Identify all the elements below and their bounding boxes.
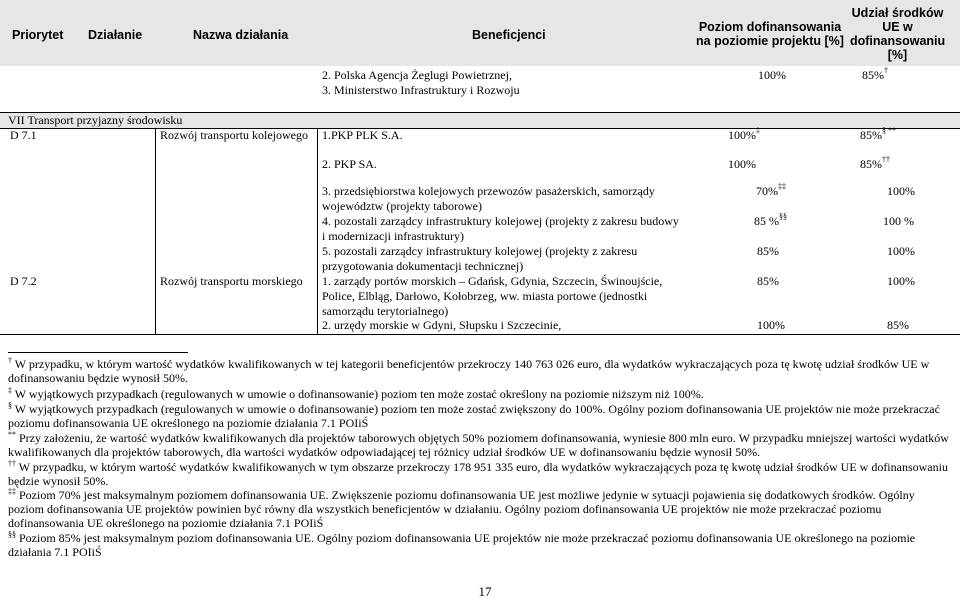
header-beneficjenci: Beneficjenci <box>472 28 546 42</box>
header-udzial: Udział środków UE w dofinansowaniu [%] <box>850 6 946 62</box>
page-number: 17 <box>478 584 492 599</box>
row-udzial: 100% <box>887 274 915 288</box>
row-beneficjent: 2. urzędy morskie w Gdyni, Słupsku i Szczecinie, <box>322 318 562 332</box>
row-udzial: 100% <box>887 244 915 258</box>
row-beneficjent: 1.PKP PLK S.A. <box>322 128 403 142</box>
row-poziom: 70%‡‡ <box>756 182 786 198</box>
divider <box>0 334 960 335</box>
row-poziom: 85% <box>757 274 779 288</box>
divider <box>0 128 960 129</box>
row-beneficjent: 5. pozostali zarządcy infrastruktury kolejowej (projekty z zakresu przygotowania dokumentacji technicznej) <box>322 244 638 273</box>
row-poziom: 100% <box>757 318 785 332</box>
row-udzial: 100% <box>887 184 915 198</box>
row-udzial: 85%§ ** <box>860 126 896 142</box>
footnote: ‡ W wyjątkowych przypadkach (regulowanych w umowie o dofinansowanie) poziom ten może zostać określony na poziomie niższym niż 100%. <box>8 386 704 401</box>
footnote: †† W przypadku, w którym wartość wydatków kwalifikowanych w tym obszarze przekroczy 178 951 335 euro, dla wydatków wykraczających poza tę kwotę udział środków UE w dofinansowaniu będzie wynosił 50%. <box>8 459 948 488</box>
row-dzialanie: D 7.1 <box>10 128 37 142</box>
row-beneficjent: 1. zarządy portów morskich – Gdańsk, Gdynia, Szczecin, Świnoujście, Police, Elbląg, Darłowo, Kołobrzeg, ww. miasta portowe (jednostki samorządu terytorialnego) <box>322 274 663 318</box>
top-ben-line2: 3. Ministerstwo Infrastruktury i Rozwoju <box>322 83 520 97</box>
row-nazwa: Rozwój transportu morskiego <box>160 274 303 288</box>
header-nazwa: Nazwa działania <box>193 28 289 42</box>
table-header <box>0 0 960 66</box>
section-title: VII Transport przyjazny środowisku <box>8 113 183 127</box>
footnote-separator <box>8 352 188 353</box>
top-poziom: 100% <box>758 68 786 82</box>
row-udzial: 85% <box>887 318 909 332</box>
row-beneficjent: 2. PKP SA. <box>322 157 377 171</box>
row-beneficjent: 3. przedsiębiorstwa kolejowych przewozów pasażerskich, samorządy województw (projekty taborowe) <box>322 184 655 213</box>
footnote: §§ Poziom 85% jest maksymalnym poziom dofinansowania UE. Ogólny poziom dofinansowania UE projektów nie może przekraczać poziomu dofinansowania UE określonego na poziomie działania 7.1 POIiŚ <box>8 530 916 559</box>
row-poziom: 85 %§§ <box>754 212 787 228</box>
row-udzial: 100 % <box>883 214 914 228</box>
row-udzial: 85%†† <box>860 155 890 171</box>
top-ben-line1: 2. Polska Agencja Żeglugi Powietrznej, <box>322 68 512 82</box>
row-dzialanie: D 7.2 <box>10 274 37 288</box>
top-udzial: 85%† <box>862 66 888 82</box>
section-header <box>0 112 960 128</box>
divider <box>0 112 960 113</box>
header-poziom: Poziom dofinansowania na poziomie projektu [%] <box>696 20 844 48</box>
row-beneficjent: 4. pozostali zarządcy infrastruktury kolejowej (projekty z zakresu budowy i modernizacji infrastruktury) <box>322 214 679 243</box>
divider <box>155 128 156 334</box>
row-poziom: 100%‡ <box>728 126 760 142</box>
divider <box>317 128 318 334</box>
row-nazwa: Rozwój transportu kolejowego <box>160 128 308 142</box>
header-dzialanie: Działanie <box>88 28 143 42</box>
footnote: ‡‡ Poziom 70% jest maksymalnym poziomem dofinansowania UE. Zwiększenie poziomu dofinansowania UE jest możliwe jedynie w sytuacji pojawienia się dodatkowych środków. Ogólny poziom dofinansowania UE projektów powinien być równy dla wszystkich beneficjentów w działaniu. Ogólny poziom dofinansowania UE projektów nie może przekraczać poziomu dofinansowania UE określonego na poziomie działania 7.1 POIiŚ <box>8 487 915 530</box>
row-poziom: 100% <box>728 157 756 171</box>
footnote: ** Przy założeniu, że wartość wydatków kwalifikowanych dla projektów taborowych objętych 50% poziomem dofinansowania, wyniesie 800 mln euro. W przypadku mniejszej wartości wydatków kwalifikowanych dla projektów taborowych, dla wartości wydatków odpowiadającej tej różnicy udział środków UE w dofinansowaniu będzie wynosił 50%. <box>8 430 949 459</box>
footnote: § W wyjątkowych przypadkach (regulowanych w umowie o dofinansowanie) poziom ten może zostać zwiększony do 100%. Ogólny poziom dofinansowania UE projektów nie może przekraczać poziomu dofinansowania UE określonego na poziomie działania 7.1 POIiŚ <box>8 401 940 430</box>
row-poziom: 85% <box>757 244 779 258</box>
header-priorytet: Priorytet <box>12 28 64 42</box>
footnote: † W przypadku, w którym wartość wydatków kwalifikowanych w tej kategorii beneficjentów przekroczy 140 763 026 euro, dla wydatków wykraczających poza tę kwotę udział środków UE w dofinansowaniu będzie wynosił 50%. <box>8 356 930 385</box>
